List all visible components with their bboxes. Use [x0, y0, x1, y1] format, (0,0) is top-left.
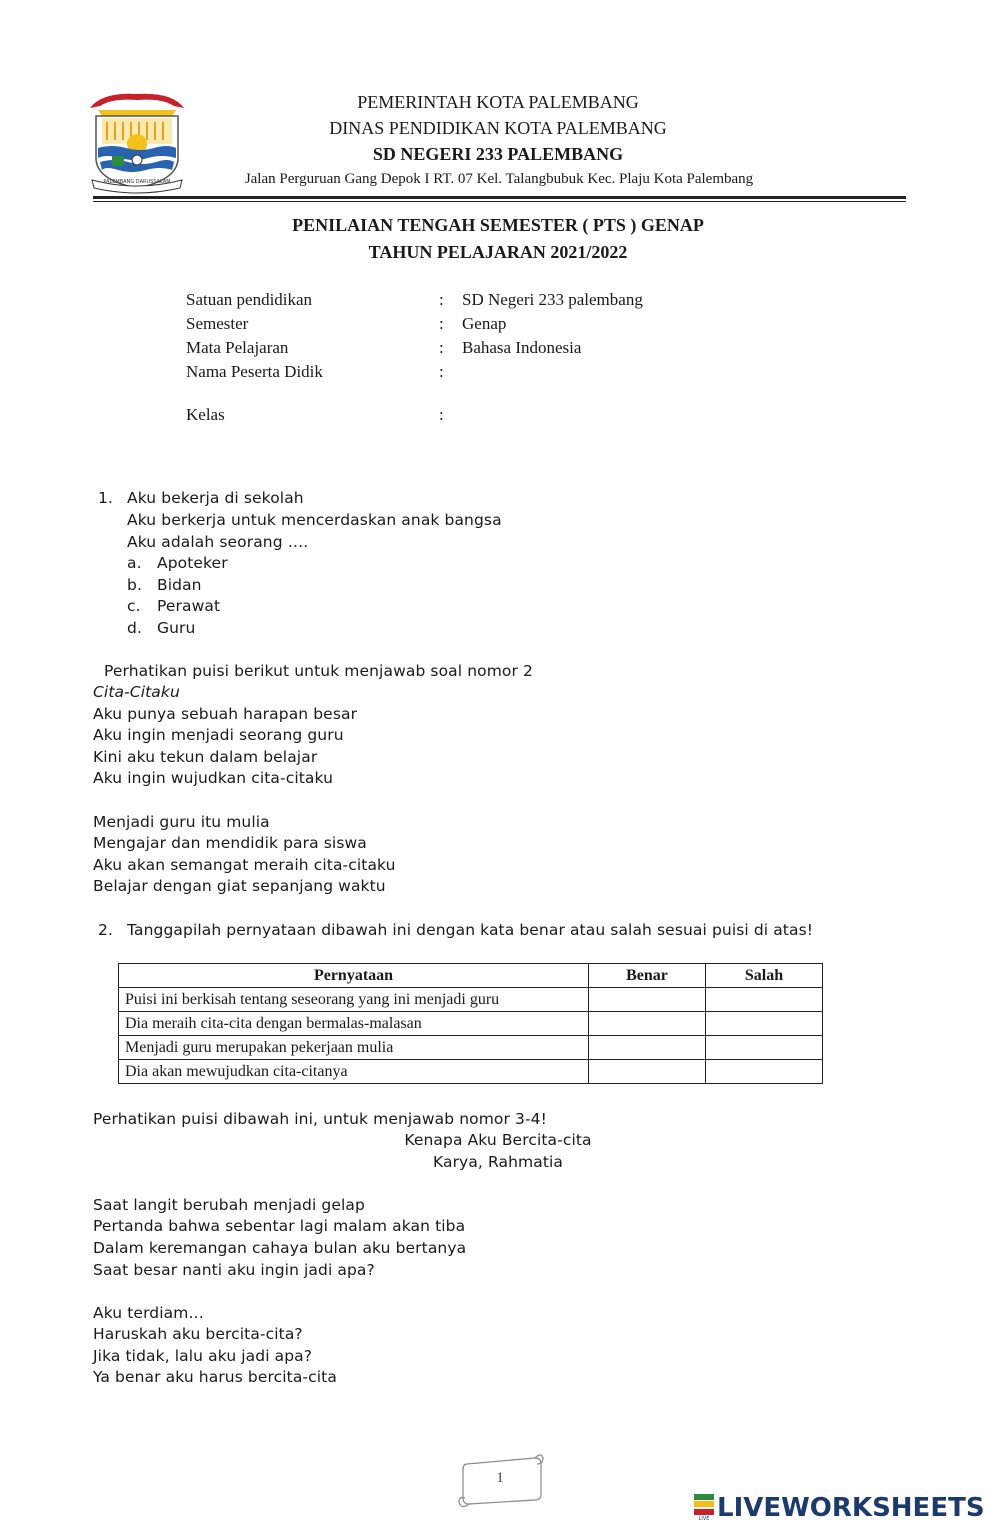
- table-row: [119, 1036, 823, 1060]
- poem-line: Mengajar dan mendidik para siswa: [93, 834, 367, 852]
- poem-instruction: Perhatikan puisi berikut untuk menjawab soal nomor 2: [104, 662, 533, 680]
- header-divider-thin: [93, 201, 906, 202]
- statement-cell: Dia meraih cita-cita dengan bermalas-malasan: [119, 1012, 589, 1036]
- option-c[interactable]: Perawat: [157, 597, 221, 615]
- question-text: Aku bekerja di sekolah: [127, 489, 304, 507]
- poem-line: Saat besar nanti aku ingin jadi apa?: [93, 1261, 375, 1279]
- poem-line: Belajar dengan giat sepanjang waktu: [93, 877, 386, 895]
- true-answer-cell[interactable]: [589, 988, 706, 1012]
- question-text: Aku adalah seorang ….: [127, 533, 309, 551]
- poem-line: Aku ingin menjadi seorang guru: [93, 726, 344, 744]
- poem-line: Aku akan semangat meraih cita-citaku: [93, 856, 396, 874]
- option-letter: b.: [127, 576, 142, 594]
- info-value: Genap: [462, 314, 507, 333]
- info-value: Bahasa Indonesia: [462, 338, 582, 357]
- statement-cell: Menjadi guru merupakan pekerjaan mulia: [119, 1036, 589, 1060]
- poem-line: Saat langit berubah menjadi gelap: [93, 1196, 365, 1214]
- question-number: 1.: [98, 489, 113, 507]
- poem-line: Jika tidak, lalu aku jadi apa?: [93, 1347, 313, 1365]
- poem-line: Aku ingin wujudkan cita-citaku: [93, 769, 334, 787]
- logo-banner-text: PALEMBANG DARUSSALAM: [103, 179, 171, 185]
- true-answer-cell[interactable]: [589, 1060, 706, 1084]
- header-address: Jalan Perguruan Gang Depok I RT. 07 Kel. Talangbubuk Kec. Plaju Kota Palembang: [244, 171, 754, 187]
- question-text: Aku berkerja untuk mencerdaskan anak bangsa: [127, 511, 502, 529]
- true-answer-cell[interactable]: [589, 1036, 706, 1060]
- poem-title: Kenapa Aku Bercita-cita: [404, 1131, 592, 1149]
- false-answer-cell[interactable]: [706, 1060, 823, 1084]
- info-label: Satuan pendidikan: [186, 290, 313, 309]
- info-value: SD Negeri 233 palembang: [462, 290, 643, 309]
- poem-line: Dalam keremangan cahaya bulan aku bertanya: [93, 1239, 467, 1257]
- poem-line: Ya benar aku harus bercita-cita: [93, 1368, 337, 1386]
- info-colon: :: [439, 290, 444, 309]
- option-a[interactable]: Apoteker: [157, 554, 228, 572]
- live-badge-icon: [694, 1494, 714, 1522]
- info-colon: :: [439, 405, 444, 424]
- column-header-false: Salah: [706, 964, 823, 988]
- poem-line: Aku punya sebuah harapan besar: [93, 705, 358, 723]
- live-badge-text: LIVE: [698, 1515, 710, 1522]
- page-number-scroll: [455, 1450, 545, 1512]
- poem-line: Aku terdiam…: [93, 1304, 205, 1322]
- header-government: PEMERINTAH KOTA PALEMBANG: [357, 92, 639, 112]
- header-school-name: SD NEGERI 233 PALEMBANG: [372, 144, 624, 164]
- poem-author: Karya, Rahmatia: [432, 1153, 564, 1171]
- exam-year: TAHUN PELAJARAN 2021/2022: [368, 242, 628, 262]
- page-number: 1: [496, 1470, 504, 1486]
- false-answer-cell[interactable]: [706, 1012, 823, 1036]
- option-d[interactable]: Guru: [157, 619, 196, 637]
- question-number: 2.: [98, 921, 113, 939]
- column-header-statement: Pernyataan: [119, 964, 589, 988]
- info-colon: :: [439, 314, 444, 333]
- table-header-row: [119, 964, 823, 988]
- brand-name: LIVEWORKSHEETS: [717, 1493, 985, 1523]
- poem-line: Pertanda bahwa sebentar lagi malam akan tiba: [93, 1217, 466, 1235]
- liveworksheets-logo[interactable]: [694, 1492, 985, 1524]
- poem-line: Haruskah aku bercita-cita?: [93, 1325, 303, 1343]
- poem-title: Cita-Citaku: [93, 683, 180, 701]
- option-b[interactable]: Bidan: [157, 576, 202, 594]
- poem-instruction: Perhatikan puisi dibawah ini, untuk menjawab nomor 3-4!: [93, 1110, 547, 1128]
- option-letter: a.: [127, 554, 142, 572]
- false-answer-cell[interactable]: [706, 988, 823, 1012]
- info-label: Mata Pelajaran: [186, 338, 289, 357]
- option-letter: d.: [127, 619, 142, 637]
- info-label: Nama Peserta Didik: [186, 362, 323, 381]
- header-divider-thick: [93, 196, 906, 199]
- column-header-true: Benar: [589, 964, 706, 988]
- option-letter: c.: [127, 597, 141, 615]
- statement-cell: Dia akan mewujudkan cita-citanya: [119, 1060, 589, 1084]
- exam-title: PENILAIAN TENGAH SEMESTER ( PTS ) GENAP: [292, 215, 704, 235]
- table-row: [119, 1060, 823, 1084]
- table-row: [119, 988, 823, 1012]
- statement-cell: Puisi ini berkisah tentang seseorang yang ini menjadi guru: [119, 988, 589, 1012]
- question-text: Tanggapilah pernyataan dibawah ini dengan kata benar atau salah sesuai puisi di atas!: [127, 921, 814, 939]
- header-department: DINAS PENDIDIKAN KOTA PALEMBANG: [329, 118, 667, 138]
- poem-line: Kini aku tekun dalam belajar: [93, 748, 318, 766]
- info-label: Semester: [186, 314, 249, 333]
- info-colon: :: [439, 338, 444, 357]
- info-label: Kelas: [186, 405, 225, 424]
- statement-table: [118, 963, 823, 1084]
- poem-line: Menjadi guru itu mulia: [93, 813, 270, 831]
- false-answer-cell[interactable]: [706, 1036, 823, 1060]
- table-row: [119, 1012, 823, 1036]
- true-answer-cell[interactable]: [589, 1012, 706, 1036]
- info-colon: :: [439, 362, 444, 381]
